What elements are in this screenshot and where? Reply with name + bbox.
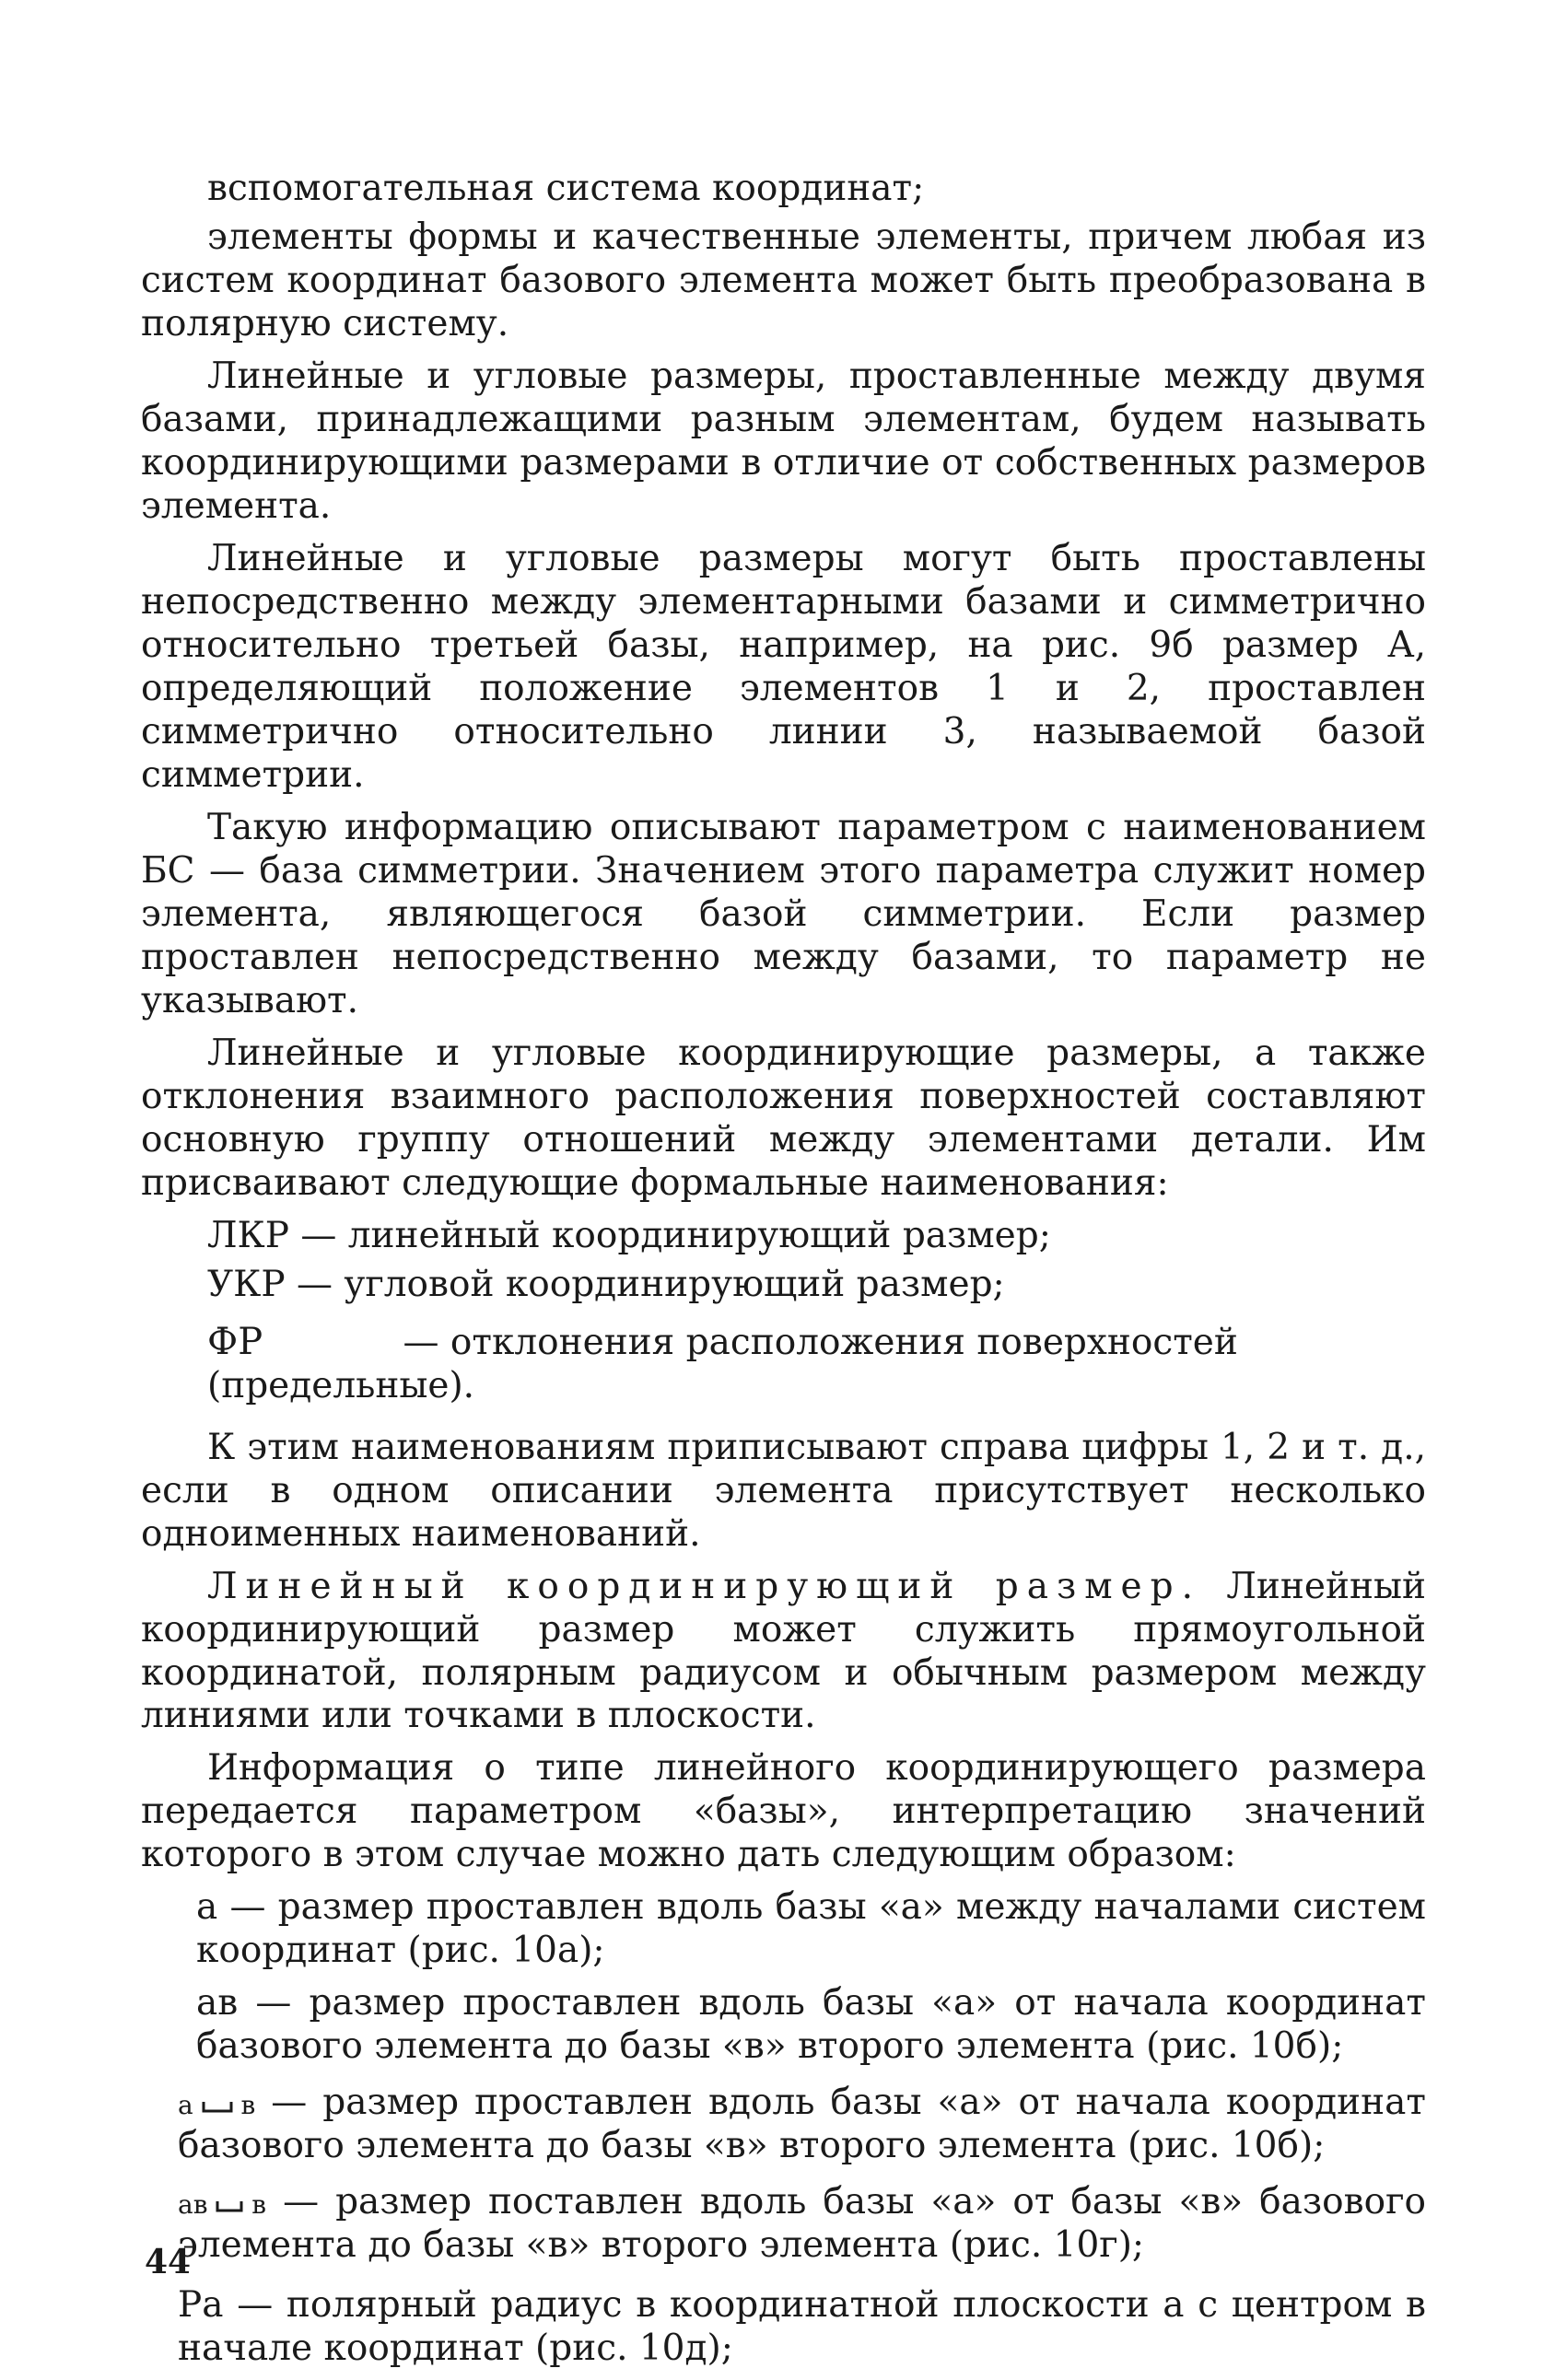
paragraph-coordinating-dimensions: Линейные и угловые размеры, проставленные между двумя базами, принадлежащими разным элементам, будем называть координирующими размерами в отличие от собственных размеров элемента.: [141, 355, 1426, 527]
av-v-symbol: ав в: [178, 2189, 267, 2221]
fr-definition-text: — отклонения расположения поверхностей (предельные).: [207, 1321, 1238, 1406]
paragraph-base-parameter: Информация о типе линейного координирующего размера передается параметром «базы», интерпретацию значений которого в этом случае можно дать следующим образом:: [141, 1747, 1426, 1876]
paragraph-form-elements: элементы формы и качественные элементы, причем любая из систем координат базового элемента может быть преобразована в полярную систему.: [141, 216, 1426, 344]
body-text: [141, 168, 1426, 2380]
bracket-link-icon: [202, 2100, 233, 2115]
option-ra: Ра — полярный радиус в координатной плоскости а с центром в начале координат (рис. 10д);: [178, 2284, 1426, 2370]
option-a-v-text: — размер проставлен вдоль базы «а» от начала координат базового элемента до базы «в» второго элемента (рис. 10б);: [178, 2082, 1426, 2167]
definition-lkr: ЛКР — линейный координирующий размер;: [207, 1214, 1051, 1256]
section-heading-continuation: Линейный координирующий размер может служить прямоугольной координатой, полярным радиусом и обычным размером между линиями или точками в плоскости.: [141, 1565, 1426, 1737]
definition-ukr: УКР — угловой координирующий размер;: [207, 1263, 1005, 1305]
option-a-v: [141, 2082, 1426, 2168]
section-heading: Линейный координирующий размер.: [207, 1565, 1201, 1607]
paragraph-relations: Линейные и угловые координирующие размеры, а также отклонения взаимного расположения поверхностей составляют основную группу отношений между элементами детали. Им присваивают следующие формальные наименования:: [141, 1032, 1426, 1204]
paragraph-symmetric-dimensions: Линейные и угловые размеры могут быть проставлены непосредственно между элементарными базами и симметрично относительно третьей базы, например, на рис. 9б размер А, определяющий положение элементов 1 и 2, проставлен симметрично относительно линии 3, называемой базой симметрии.: [141, 537, 1426, 796]
paragraph-numbering: К этим наименованиям приписывают справа цифры 1, 2 и т. д., если в одном описании элемента присутствует несколько одноименных наименований.: [141, 1426, 1426, 1555]
bracket-link-icon: [216, 2199, 243, 2214]
page-number: 44: [145, 2243, 192, 2281]
paragraph-linear-coordinating: [141, 1566, 1426, 1739]
option-av-v: [141, 2181, 1426, 2268]
option-a: а — размер проставлен вдоль базы «а» между началами систем координат (рис. 10а);: [196, 1886, 1426, 1972]
fr-symbol: ФР: [207, 1320, 263, 1363]
definition-fr: [141, 1320, 1426, 1408]
option-av-v-text: — размер поставлен вдоль базы «а» от базы «в» базового элемента до базы «в» второго элемента (рис. 10г);: [178, 2181, 1426, 2267]
paragraph-symmetry-base: Такую информацию описывают параметром с наименованием БС — база симметрии. Значением этого параметра служит номер элемента, являющегося базой симметрии. Если размер проставлен непосредственно между базами, то параметр не указывают.: [141, 806, 1426, 1021]
paragraph-aux-coordinate-system: вспомогательная система координат;: [207, 168, 925, 209]
option-av: ав — размер проставлен вдоль базы «а» от начала координат базового элемента до базы «в» второго элемента (рис. 10б);: [196, 1982, 1426, 2068]
a-v-symbol: а в: [178, 2090, 256, 2121]
